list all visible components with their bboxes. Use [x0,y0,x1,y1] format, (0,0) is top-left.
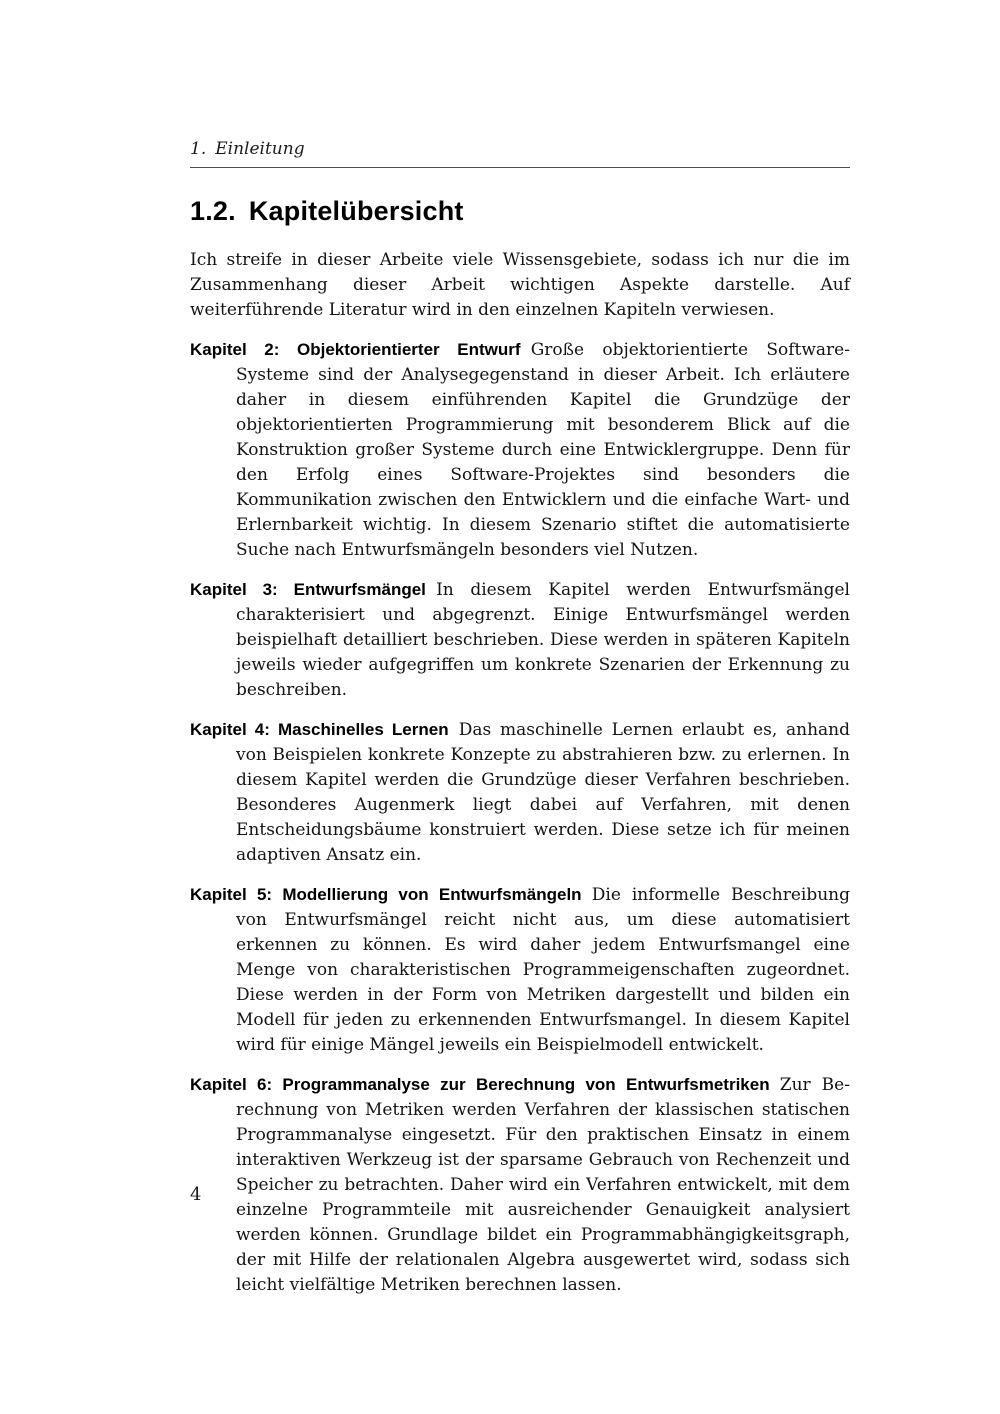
chapter-list [190,337,850,1298]
chapter-text: In diesem Kapitel werden Entwurfsmängel charakterisiert und abgegrenzt. Einige Entwurfsmängel werden beispielhaft detailliert beschrieben. Diese werden in späteren Kapiteln jeweils wieder aufgegriffen um konkrete Szenarien der Erkennung zu beschreiben. [236,580,850,700]
chapter-text: Große objektorientierte Software-Systeme sind der Analysegegenstand in dieser Arbeit. Ich erläutere daher in diesem einführenden Kapitel die Grundzüge der objektorientierten Programmierung mit besonderem Blick auf die Konstruktion großer Systeme durch eine Entwicklergruppe. Denn für den Erfolg eines Software-Projektes sind besonders die Kommunikation zwischen den Entwicklern und die einfache Wart- und Erlernbarkeit wichtig. In diesem Szenario stiftet die automatisierte Suche nach Entwurfsmängeln besonders viel Nutzen. [236,340,850,560]
section-title: Kapitelübersicht [248,196,464,226]
chapter-text: Das maschinelle Lernen erlaubt es, anhand von Beispielen konkrete Konzepte zu abstrahieren bzw. zu erlernen. In diesem Kapitel werden die Grundzüge dieser Verfahren beschrieben. Besonderes Augenmerk liegt dabei auf Verfahren, mit denen Entscheidungsbäume konstruiert werden. Diese setze ich für meinen adaptiven Ansatz ein. [236,720,850,865]
chapter-label: Kapitel 3: Entwurfsmängel [190,580,426,599]
chapter-item [190,1072,850,1298]
chapter-item [190,577,850,703]
intro-paragraph: Ich streife in dieser Arbeite viele Wissensgebiete, sodass ich nur die im Zusammenhang dieser Arbeit wichtigen Aspekte darstelle. Auf weiterführende Literatur wird in den einzelnen Kapiteln verwiesen. [190,250,850,320]
chapter-label: Kapitel 5: Modellierung von Entwurfsmängeln [190,885,582,904]
chapter-text: Zur Berechnung von Metriken werden Verfahren der klassischen statischen Programmanalyse eingesetzt. Für den praktischen Einsatz in einem interaktiven Werkzeug ist der sparsame Gebrauch von Rechenzeit und Speicher zu betrachten. Daher wird ein Verfahren entwickelt, mit dem einzelne Programmteile mit ausreichender Genauigkeit analysiert werden können. Grundlage bildet ein Programmabhängigkeitsgraph, der mit Hilfe der relationalen Algebra ausgewertet wird, sodass sich leicht vielfältige Metriken berechnen lassen. [236,1075,850,1295]
chapter-item [190,882,850,1058]
chapter-item [190,717,850,868]
section-number: 1.2. [190,196,236,226]
chapter-label: Kapitel 4: Maschinelles Lernen [190,720,449,739]
chapter-text: Die informelle Beschreibung von Entwurfsmängel reicht nicht aus, um diese automatisiert erkennen zu können. Es wird daher jedem Entwurfsmangel eine Menge von charakteristischen Programmeigenschaften zugeordnet. Diese werden in der Form von Metriken dargestellt und bilden ein Modell für jeden zu erkennenden Entwurfsmangel. In diesem Kapitel wird für einige Mängel jeweils ein Beispielmodell entwickelt. [236,885,850,1055]
chapter-item [190,337,850,563]
section-heading [190,196,850,226]
chapter-label: Kapitel 2: Objektorientierter Entwurf [190,340,521,359]
page-content [190,139,850,1298]
chapter-label: Kapitel 6: Programmanalyse zur Berechnung von Entwurfsmetriken [190,1075,770,1094]
running-header-title: Einleitung [215,139,305,159]
running-header-number: 1. [190,139,207,159]
page-number: 4 [190,1184,202,1205]
running-header [190,139,850,168]
